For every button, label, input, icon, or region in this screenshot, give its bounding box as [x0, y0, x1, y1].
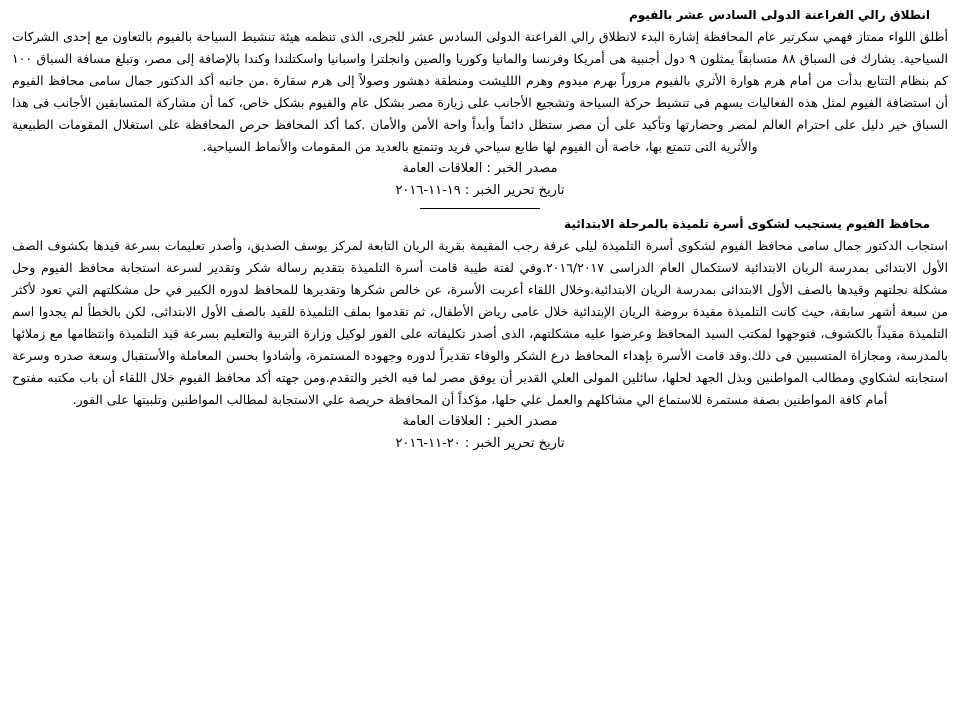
- article-body: استجاب الدكتور جمال سامى محافظ الفيوم لشكوى أسرة التلميذة ليلى عرفة رجب المقيمة بقرية الريان التابعة لمركز يوسف الصديق، وأصدر تعليمات بسرعة قيدها بكشوف الصف الأول الابتدائى بمدرسة الريان الابتدائية لاستكمال العام الدراسى ٢٠١٦/٢٠١٧.وفي لفتة طيبة قامت أسرة التلميذة بتقديم رسالة شكر وتقدير لسرعة استجابة محافظ الفيوم وحل مشكلة نجلتهم وقيدها بالصف الأول الابتدائى بمدرسة الريان الابتدائية.وخلال اللقاء أعربت الأسرة، عن خالص شكرها وتقديرها للمحافظ لدوره الكبير في حل مشكلتهم التي تعود لأكثر من سبعة أشهر سابقة، حيث كانت التلميذة مقيدة بروضة الريان الإبتدائية خلال عامى رياض الأطفال، ثم تقدموا بملف التلميذة للقيد بالصف الأول الابتدائى، لكن بالخطأ لم يجدوا اسم التلميذة مقيداً بالكشوف، فتوجهوا لمكتب السيد المحافظ وعرضوا عليه مشكلتهم، الذى أصدر تكليفاته على الفور لوكيل وزارة التربية والتعليم بسرعة قيد التلميذة وانتظامها مع زملائها بالمدرسة، ومجازاة المتسببين فى ذلك.وقد قامت الأسرة بإهداء المحافظ درع الشكر والوفاء تقديراً لدوره وجهوده المستمرة، وأشادوا بحسن المعاملة والأستقبال وسعة صدره وسرعة استجابته لشكاوي ومطالب المواطنين وبذل الجهد لحلها، سائلين المولى العلي القدير أن يوفق مصر لما فيه الخير والتقدم.ومن جهته أكد محافظ الفيوم خلال اللقاء أن باب مكتبه مفتوح أمام كافة المواطنين بصفة مستمرة للاستماع الي مشاكلهم والعمل علي حلها، مؤكداً أن المحافظة حريصة علي الاستجابة لمطالب المواطنين وتلبيتها على الفور.: [12, 238, 948, 407]
- article-source: مصدر الخبر : العلاقات العامة: [402, 414, 558, 429]
- article-source: مصدر الخبر : العلاقات العامة: [402, 161, 558, 176]
- article-headline: انطلاق رالي الفراعنة الدولى السادس عشر بالفيوم: [628, 8, 930, 22]
- article-headline: محافظ الفيوم يستجيب لشكوى أسرة تلميذة بالمرحلة الابتدائية: [564, 217, 930, 231]
- article-date: تاريخ تحرير الخبر : ١٩-١١-٢٠١٦: [395, 183, 565, 198]
- article-divider: [420, 208, 540, 209]
- article-body: أطلق اللواء ممتاز فهمي سكرتير عام المحافظة إشارة البدء لانطلاق رالي الفراعنة الدولى السادس عشر للجرى، الذى تنظمه هيئة تنشيط السياحة بالفيوم بالتعاون مع إحدى الشركات السياحية. يشارك فى السباق ٨٨ متسابقاً يمثلون ٩ دول أجنبية هى أمريكا وفرنسا والمانيا وكوريا والصين وانجلترا واسبانيا واسكتلندا وكندا بالإضافة إلى مصر، وتبلغ مسافة السباق ١٠٠ كم بنظام التتابع بدأت من أمام هرم هوارة الأثري بالفيوم مروراً بهرم ميدوم وهرم اللليشت ومنطقة دهشور وصولاً إلى هرم سقارة .من جانبه أكد الدكتور جمال سامى محافظ الفيوم أن استضافة الفيوم لمثل هذه الفعاليات يسهم فى تنشيط حركة السياحة وتشجيع الأجانب على زيارة مصر بشكل عام والفيوم بشكل خاص، كما أن مشاركة المتسابقين الأجانب فى هذا السباق خير دليل على احترام العالم لمصر وحضارتها وتأكيد على أن مصر ستظل دائماً وأبداً واحة الأمن والأمان .كما أكد المحافظ حرص المحافظة على استغلال المقومات الطبيعية والأثرية التى تتمتع بها، خاصة أن الفيوم لها طابع سياحي فريد وتتمتع بالعديد من المقومات والأنماط السياحية.: [12, 29, 949, 154]
- article-date: تاريخ تحرير الخبر : ٢٠-١١-٢٠١٦: [395, 436, 565, 451]
- news-article-rally: [12, 4, 948, 202]
- news-article-student: [12, 213, 948, 455]
